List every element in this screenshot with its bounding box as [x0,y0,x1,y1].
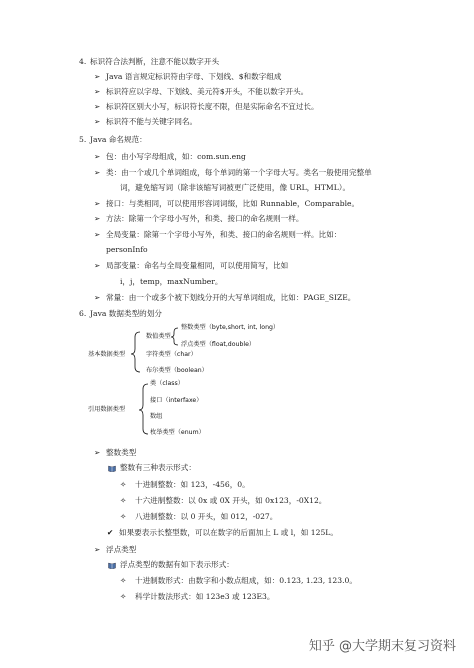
diagram-basic-types: 基本数据类型 [88,351,126,358]
arrow-bullet-icon: ➢ [94,72,101,81]
section-4-title: 标识符合法判断，注意不能以数字开头 [90,57,220,66]
list-item: 方法：除第一个字母小写外，和类、接口的命名规则一样。 [106,214,304,223]
list-item: 包：由小写字母组成，如：com.sun.eng [106,152,246,161]
arrow-bullet-icon: ➢ [94,168,101,177]
arrow-bullet-icon: ➢ [94,117,101,126]
watermark [309,635,456,654]
book-bullet-icon [108,465,116,472]
arrow-bullet-icon: ➢ [94,448,101,457]
list-item: 常量：由一个或多个被下划线分开的大写单词组成，比如：PAGE_SIZE。 [106,293,356,302]
list-item: 接口：与类相同，可以使用形容词词缀，比如 Runnable，Comparable。 [106,199,360,208]
diagram-char-type: 字符类型（char） [146,351,197,358]
arrow-bullet-icon: ➢ [94,152,101,161]
diamond-bullet-icon: ✧ [120,576,127,585]
arrow-bullet-icon: ➢ [94,87,101,96]
diamond-bullet-icon: ✧ [120,592,127,601]
list-item: 十六进制整数：以 0x 或 0X 开头，如 0x123，-0X12。 [135,496,327,505]
list-item: 十进制数形式：由数字和小数点组成，如：0.123, 1.23, 123.0。 [135,576,357,585]
diagram-enum: 枚举类型（enum） [150,429,205,436]
diamond-bullet-icon: ✧ [120,480,127,489]
subsection-title-floats: 浮点类型 [106,545,137,554]
diagram-numeric-types: 数值类型 [146,333,171,340]
list-item: 局部变量：命名与全局变量相同，可以使用简写，比如 [106,261,289,270]
list-item-continuation: personInfo [106,245,148,254]
diagram-integer-types: 整数类型（byte,short, int, long） [181,324,280,331]
diagram-float-types: 浮点类型（float,double） [181,341,256,348]
diagram-class: 类（class） [150,380,184,387]
book-bullet-icon [108,562,116,569]
list-item: 如果要表示长整型数，可以在数字的后面加上 L 或 l，如 125L。 [119,528,338,537]
list-item: 标识符区别大小写，标识符长度不限，但是实际命名不宜过长。 [106,102,319,111]
list-item-continuation: i，j，temp，maxNumber。 [120,277,223,286]
list-item-continuation: 词，避免缩写词（除非该缩写词被更广泛使用，像 URL，HTML）。 [120,183,351,192]
list-item: 十进制整数：如 123，-456，0。 [135,480,250,489]
arrow-bullet-icon: ➢ [94,293,101,302]
list-item: 浮点类型的数据有如下表示形式： [120,560,234,569]
list-item: 标识符应以字母、下划线、美元符$开头，不能以数字开头。 [106,87,309,96]
diamond-bullet-icon: ✧ [120,512,127,521]
arrow-bullet-icon: ➢ [94,261,101,270]
arrow-bullet-icon: ➢ [94,545,101,554]
section-4-number: 4. [79,57,87,66]
list-item: Java 语言规定标识符由字母、下划线、$和数字组成 [106,72,282,81]
section-5-title: Java 命名规范： [90,135,147,144]
check-bullet-icon: ✔ [107,528,114,537]
diagram-interface: 接口（interfaxe） [150,397,203,404]
list-item: 八进制整数：以 0 开头，如 012，-027。 [135,512,278,521]
list-item: 标识符不能与关键字同名。 [106,117,198,126]
list-item: 类：由一个或几个单词组成，每个单词的第一个字母大写。类名一般使用完整单 [106,168,372,177]
arrow-bullet-icon: ➢ [94,230,101,239]
subsection-title-integers: 整数类型 [106,448,137,457]
arrow-bullet-icon: ➢ [94,199,101,208]
section-6-number: 6. [79,309,87,318]
arrow-bullet-icon: ➢ [94,102,101,111]
arrow-bullet-icon: ➢ [94,214,101,223]
list-item: 全局变量：除第一个字母小写外，和类、接口的命名规则一样。比如： [106,230,342,239]
diagram-boolean-type: 布尔类型（boolean） [146,367,208,374]
section-6-title: Java 数据类型的划分 [90,309,162,318]
watermark-text: 知乎 @大学期末复习资料 [308,639,456,654]
diagram-array: 数组 [150,413,163,420]
list-item: 整数有三种表示形式： [120,463,196,472]
list-item: 科学计数法形式：如 123e3 或 123E3。 [135,592,275,601]
diamond-bullet-icon: ✧ [120,496,127,505]
section-5-number: 5. [79,135,87,144]
diagram-reference-types: 引用数据类型 [88,406,126,413]
